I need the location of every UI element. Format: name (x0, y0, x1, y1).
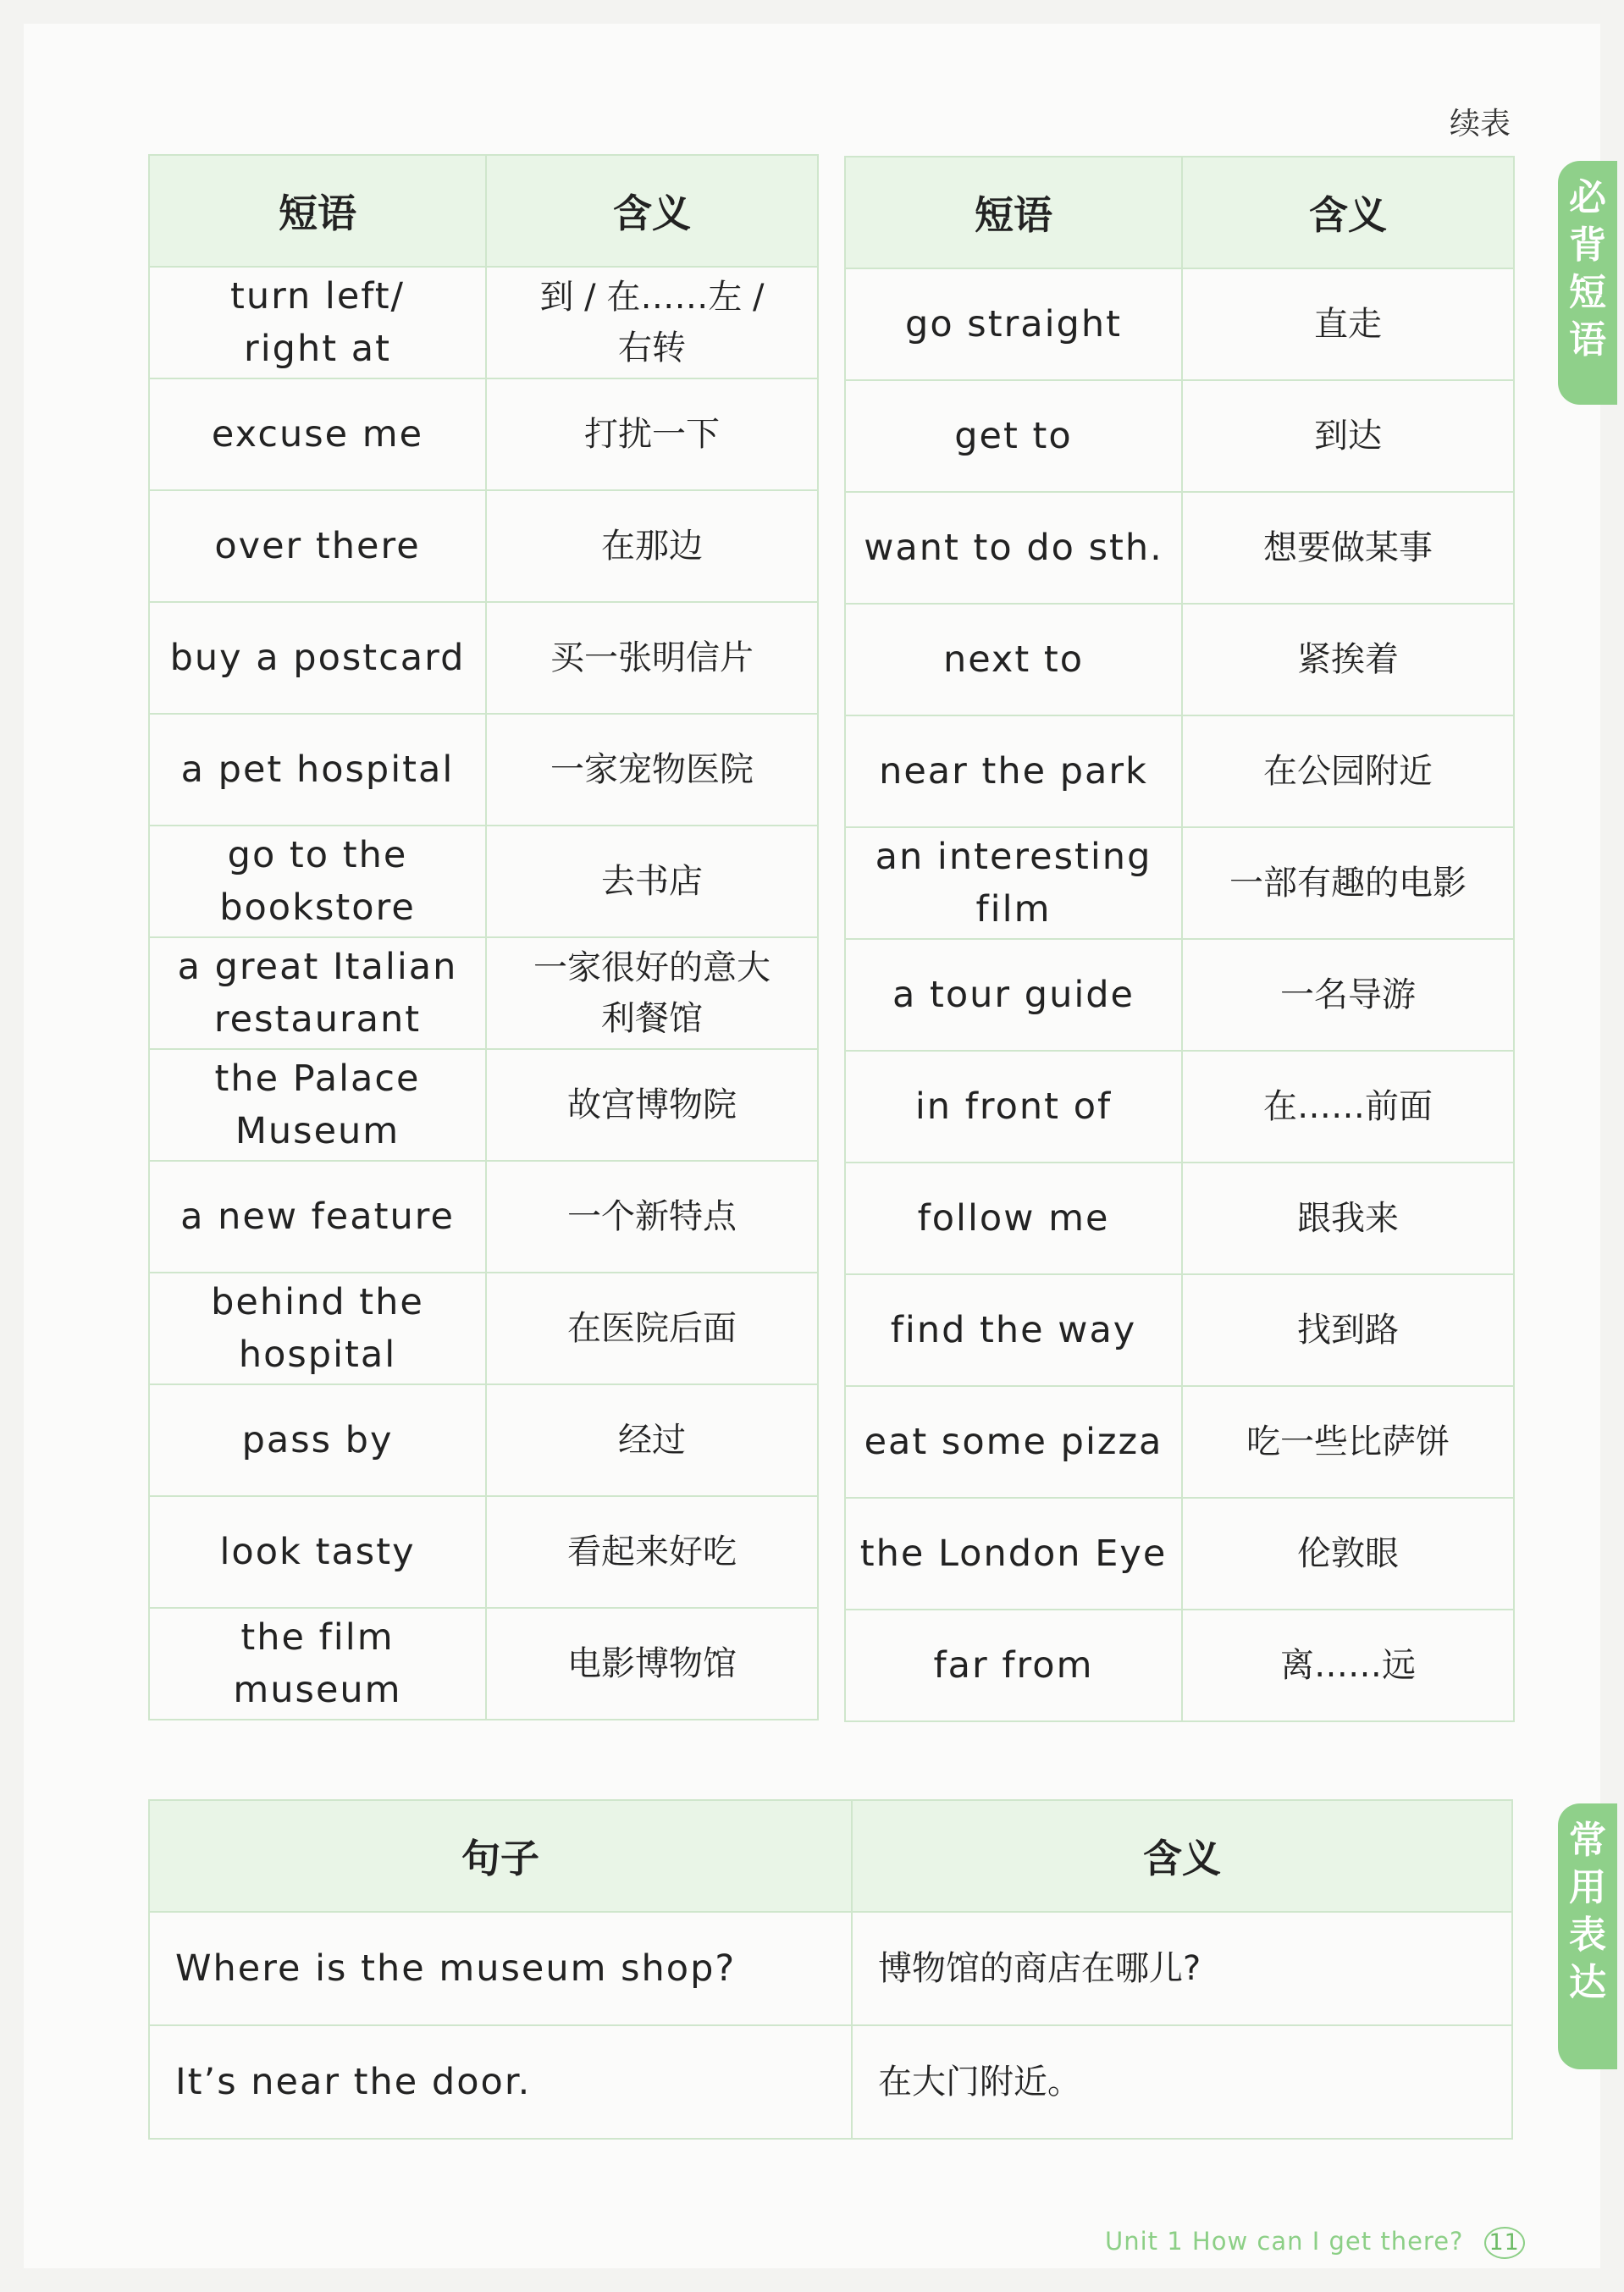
table-row (845, 1498, 1514, 1610)
english-cell: excuse me (149, 378, 486, 490)
chinese-meaning-cell: 跟我来 (1182, 1163, 1514, 1274)
table-row (149, 1496, 818, 1608)
chinese-meaning-cell: 电影博物馆 (486, 1608, 818, 1720)
table-row (845, 715, 1514, 827)
english-cell: turn left/ right at (149, 267, 486, 378)
english-cell: want to do sth. (845, 492, 1182, 604)
tab-char: 用 (1569, 1866, 1606, 1909)
table-row (149, 1273, 818, 1384)
table-row (149, 826, 818, 937)
table-row (149, 1049, 818, 1161)
chinese-meaning-cell: 打扰一下 (486, 378, 818, 490)
english-cell: It’s near the door. (149, 2025, 852, 2139)
header-meaning: 含义 (486, 155, 818, 267)
chinese-meaning-cell: 离……远 (1182, 1610, 1514, 1721)
table-row (845, 604, 1514, 715)
english-cell: follow me (845, 1163, 1182, 1274)
chinese-meaning-cell: 经过 (486, 1384, 818, 1496)
english-cell: the London Eye (845, 1498, 1182, 1610)
table-row (149, 267, 818, 378)
table-row (149, 714, 818, 826)
table-row (149, 490, 818, 602)
chinese-meaning-cell: 去书店 (486, 826, 818, 937)
table-row (149, 602, 818, 714)
english-cell: Where is the museum shop? (149, 1912, 852, 2025)
english-cell: pass by (149, 1384, 486, 1496)
english-cell: a new feature (149, 1161, 486, 1273)
continued-label: 续表 (1450, 107, 1511, 141)
table-row (149, 378, 818, 490)
tab-char: 表 (1569, 1914, 1606, 1957)
chinese-meaning-cell: 到达 (1182, 380, 1514, 492)
table-row (845, 939, 1514, 1051)
table-row (149, 1912, 1512, 2025)
chinese-meaning-cell: 一名导游 (1182, 939, 1514, 1051)
tab-char: 语 (1569, 318, 1606, 362)
chinese-meaning-cell: 一家宠物医院 (486, 714, 818, 826)
table-header-row (845, 157, 1514, 268)
phrase-table-left (148, 154, 819, 1720)
chinese-meaning-cell: 买一张明信片 (486, 602, 818, 714)
table-row (149, 1161, 818, 1273)
chinese-meaning-cell: 找到路 (1182, 1274, 1514, 1386)
table-header-row (149, 1800, 1512, 1912)
footer-unit-title: Unit 1 How can I get there? (1105, 2227, 1464, 2256)
header-sentence: 句子 (149, 1800, 852, 1912)
table-row (845, 827, 1514, 939)
header-meaning: 含义 (1182, 157, 1514, 268)
chinese-meaning-cell: 吃一些比萨饼 (1182, 1386, 1514, 1498)
side-tab-common-expressions[interactable] (1558, 1803, 1617, 2069)
header-phrase: 短语 (149, 155, 486, 267)
page-number: 11 (1484, 2227, 1525, 2259)
chinese-meaning-cell: 伦敦眼 (1182, 1498, 1514, 1610)
tab-char: 必 (1569, 176, 1606, 219)
chinese-meaning-cell: 一个新特点 (486, 1161, 818, 1273)
english-cell: eat some pizza (845, 1386, 1182, 1498)
chinese-meaning-cell: 到 / 在……左 / 右转 (486, 267, 818, 378)
tab-char: 常 (1569, 1819, 1606, 1862)
english-cell: find the way (845, 1274, 1182, 1386)
table-row (149, 2025, 1512, 2139)
english-cell: the film museum (149, 1608, 486, 1720)
chinese-meaning-cell: 在公园附近 (1182, 715, 1514, 827)
phrase-table-right (844, 156, 1515, 1722)
english-cell: go to the bookstore (149, 826, 486, 937)
chinese-meaning-cell: 在那边 (486, 490, 818, 602)
english-cell: a great Italian restaurant (149, 937, 486, 1049)
english-cell: behind the hospital (149, 1273, 486, 1384)
english-cell: look tasty (149, 1496, 486, 1608)
table-row (845, 1274, 1514, 1386)
chinese-meaning-cell: 博物馆的商店在哪儿? (852, 1912, 1512, 2025)
table-row (845, 492, 1514, 604)
chinese-meaning-cell: 一家很好的意大 利餐馆 (486, 937, 818, 1049)
english-cell: far from (845, 1610, 1182, 1721)
table-row (149, 937, 818, 1049)
sentence-table (148, 1799, 1513, 2140)
english-cell: the Palace Museum (149, 1049, 486, 1161)
table-row (845, 268, 1514, 380)
english-cell: near the park (845, 715, 1182, 827)
tab-char: 短 (1569, 271, 1606, 314)
english-cell: a tour guide (845, 939, 1182, 1051)
tab-char: 达 (1569, 1961, 1606, 2004)
chinese-meaning-cell: 在……前面 (1182, 1051, 1514, 1163)
english-cell: an interesting film (845, 827, 1182, 939)
table-row (845, 1163, 1514, 1274)
english-cell: in front of (845, 1051, 1182, 1163)
table-row (149, 1384, 818, 1496)
table-row (845, 1386, 1514, 1498)
table-row (845, 1610, 1514, 1721)
chinese-meaning-cell: 在医院后面 (486, 1273, 818, 1384)
chinese-meaning-cell: 直走 (1182, 268, 1514, 380)
chinese-meaning-cell: 一部有趣的电影 (1182, 827, 1514, 939)
table-row (845, 1051, 1514, 1163)
header-meaning: 含义 (852, 1800, 1512, 1912)
english-cell: next to (845, 604, 1182, 715)
tab-char: 背 (1569, 224, 1606, 267)
table-row (845, 380, 1514, 492)
english-cell: a pet hospital (149, 714, 486, 826)
table-row (149, 1608, 818, 1720)
chinese-meaning-cell: 在大门附近。 (852, 2025, 1512, 2139)
english-cell: over there (149, 490, 486, 602)
chinese-meaning-cell: 故宫博物院 (486, 1049, 818, 1161)
english-cell: go straight (845, 268, 1182, 380)
page-footer (1105, 2227, 1525, 2259)
table-header-row (149, 155, 818, 267)
chinese-meaning-cell: 紧挨着 (1182, 604, 1514, 715)
header-phrase: 短语 (845, 157, 1182, 268)
english-cell: get to (845, 380, 1182, 492)
chinese-meaning-cell: 看起来好吃 (486, 1496, 818, 1608)
side-tab-must-memorize-phrases[interactable] (1558, 161, 1617, 405)
english-cell: buy a postcard (149, 602, 486, 714)
chinese-meaning-cell: 想要做某事 (1182, 492, 1514, 604)
